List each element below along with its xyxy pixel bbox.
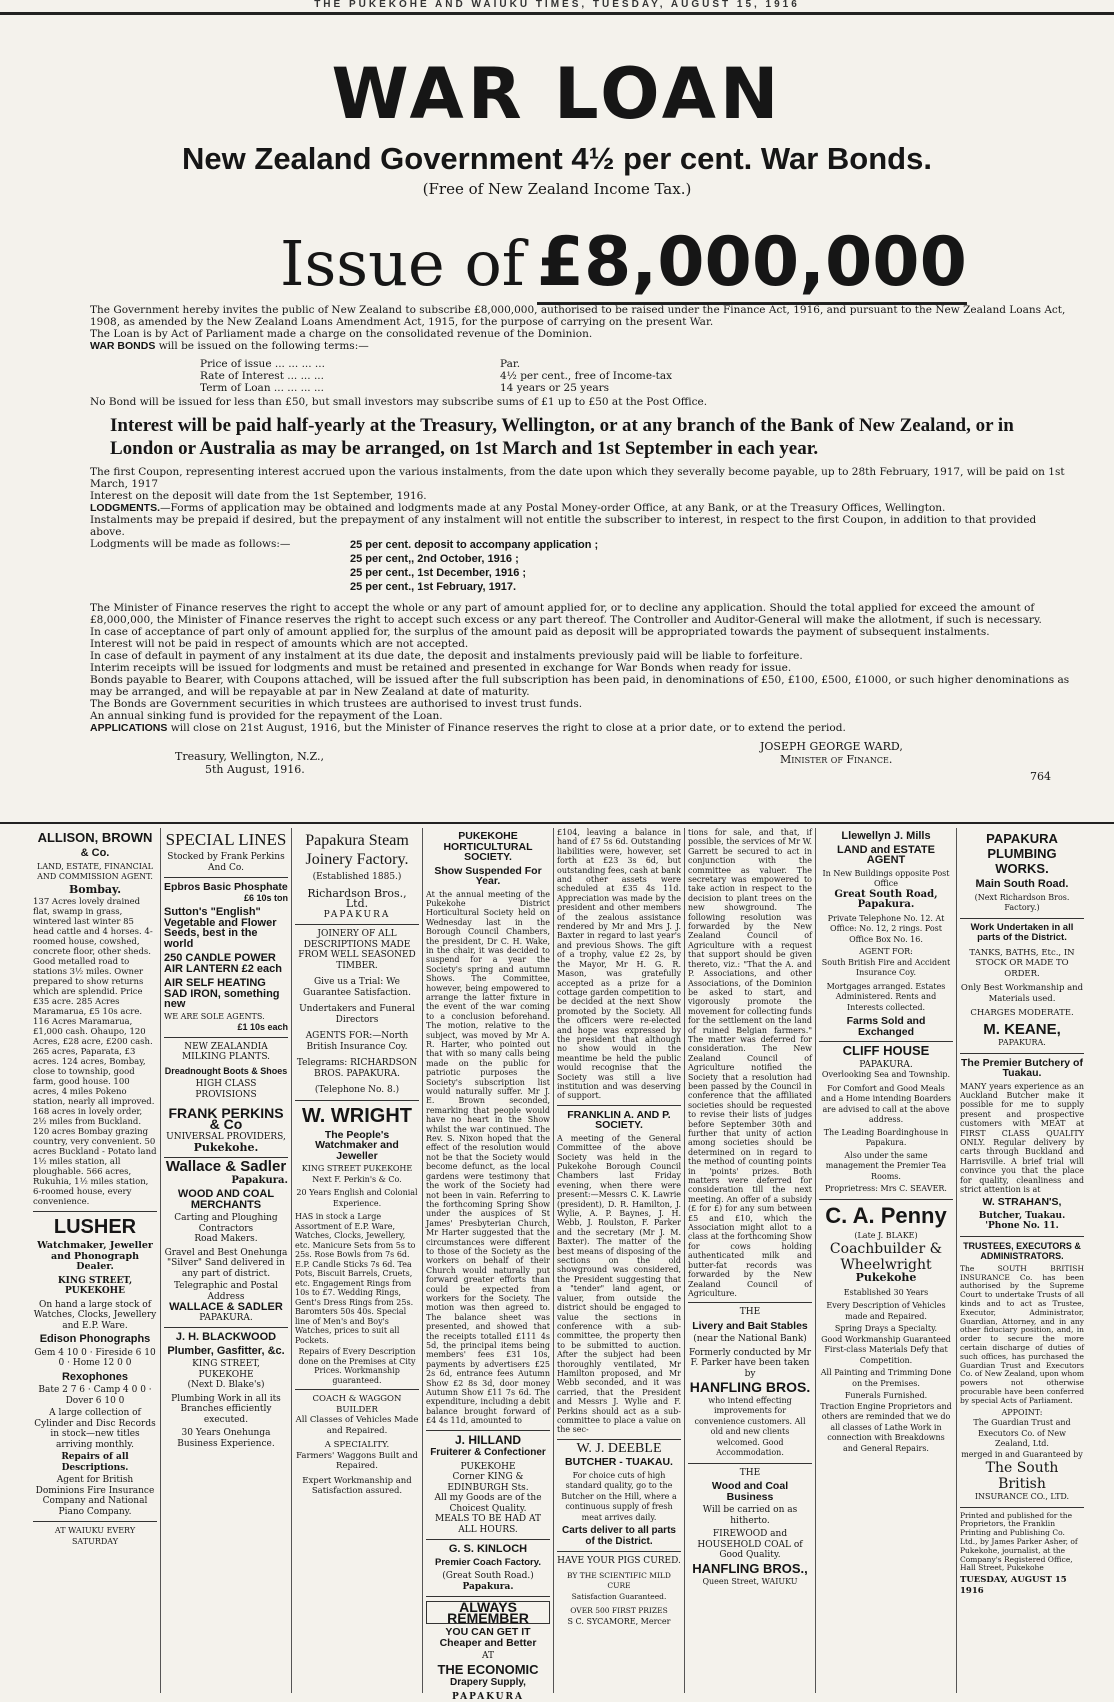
penny-text: Every Description of Vehicles made and Repaired. <box>826 1301 946 1321</box>
coupon-paragraph: The first Coupon, representing interest accrued upon the various instalments, from the date upon which they severally become payable, up to 28th February, 1917, will be paid on 1st March, 1917 <box>90 466 1065 490</box>
coach-text: A SPECIALITY. <box>324 1440 390 1450</box>
signatory: JOSEPH GEORGE WARD, <box>760 740 903 753</box>
war-bonds-rest: will be issued on the following terms:— <box>158 340 369 352</box>
stables-text: THE <box>739 1307 761 1318</box>
lusher-name: LUSHER <box>53 1216 137 1238</box>
mills-tel: Private Telephone No. 12. At Office: No. 12, 2 rings. Post Office Box No. 16. <box>827 913 945 944</box>
economic-name: THE ECONOMIC <box>437 1661 539 1677</box>
mills-name: Llewellyn J. Mills <box>841 830 931 842</box>
ws-text: Road Makers. <box>194 1234 258 1244</box>
pigs-text: S C. SYCAMORE, Mercer <box>567 1616 671 1626</box>
ad-intro <box>90 304 1070 352</box>
issue-amount: £8,000,000 <box>537 223 967 305</box>
economic-text: AT <box>481 1651 494 1662</box>
wood-text: Will be carried on as hitherto. <box>702 1505 798 1526</box>
strahan-phone: 'Phone No. 11. <box>985 1221 1059 1232</box>
pigs-text: Satisfaction Guaranteed. <box>571 1591 667 1601</box>
joinery-text: Undertakers and Funeral Directors <box>299 1004 415 1025</box>
signature-block <box>760 740 903 766</box>
economic-text: YOU CAN GET IT Cheaper and Better <box>439 1626 537 1649</box>
trustees-appoint: APPOINT: <box>1001 1407 1043 1417</box>
issue-heading <box>280 223 967 302</box>
cliff-house-text: PAPAKURA. <box>859 1059 913 1070</box>
ws-place: Papakura. <box>231 1174 288 1186</box>
treasury-place <box>175 750 324 776</box>
blackwood-text: KING STREET, PUKEKOHE <box>192 1359 260 1380</box>
ad-tax-note: (Free of New Zealand Income Tax.) <box>422 180 692 198</box>
kinloch-text: (Great South Road.) <box>442 1571 534 1582</box>
plumbing-text: CHARGES MODERATE. <box>970 1008 1074 1018</box>
perkins-desc: UNIVERSAL PROVIDERS, <box>166 1132 286 1142</box>
trustees-text: The SOUTH BRITISH INSURANCE Co. has been authorised by the Supreme Court to undertake Trusts of all kinds and to act as Trustee, Executor, Administrator, Guardian, Attorney, and in any other fiduciary position, and, in order to secure the more certain discharge of duties of such offices, has purchased the Guardian Trust and Executors Co. of New Zealand, upon whom powers not otherwise procurable have been conferred by special Acts of Parliament. <box>960 1263 1084 1405</box>
penny-text: First-class Materials Defy that Competition. <box>824 1345 948 1365</box>
date: 5th August, 1916. <box>205 763 305 776</box>
separator <box>164 1037 288 1038</box>
separator <box>164 1327 288 1328</box>
joinery-text: (Telephone No. 8.) <box>314 1085 400 1095</box>
schedule <box>350 538 598 594</box>
cliff-house-text: Proprietress: Mrs C. SEAVER. <box>825 1184 947 1193</box>
term-value: 14 years or 25 years <box>500 382 610 394</box>
wright-desc: The People's Watchmaker and Jeweller <box>315 1128 399 1162</box>
separator <box>164 877 288 878</box>
wood-heading: Wood and Coal Business <box>711 1480 789 1503</box>
ws-text: Carting and Ploughing Contractors <box>174 1213 278 1234</box>
wright-repairs: Repairs of Every Description done on the Premises at City Prices. Workmanship guaranteed. <box>298 1347 416 1385</box>
hilland-text: Corner KING & EDINBURGH Sts. <box>447 1472 529 1493</box>
hort-article-cont: £104, leaving a balance in hand of £7 5s 6d. Outstanding liabilities were, however, set forth at £23 3s 6d, but outstanding fees, cash at bank and other assets were scheduled at £35 4s 11d. Appreciation was made by the president and other members of the zealous assistance rendered by Mr and Mrs J. J. Baxter in regard to last year's and previous Shows. The gift of a trophy, value £2 2s, by the Mayor, Mr H. G. R. Mason, was gratefully accepted as a prize for a cottage garden competition to be decided at the next Show promoted by the Society. All the officers were re-elected and hope was expressed by the president that although no show would in the meantime be held the public would recognise that the Society was still a live institution and was deserving of support. <box>557 828 682 1101</box>
condition-paragraph: The Minister of Finance reserves the right to accept the whole or any part of amount applied for, or to decline any application. Should the total applied for exceed the amount of £8,000,000, the Minister of Finance reserves the right to accept such excess or any part thereof. The Controller and Auditor-General will make the allotment, if such is necessary. <box>90 602 1042 626</box>
separator <box>557 1551 681 1552</box>
deeble-name: W. J. DEEBLE <box>576 1440 662 1456</box>
phono-heading: Edison Phonographs <box>39 1333 151 1345</box>
coach-text: Expert Workmanship and Satisfaction assured. <box>302 1475 412 1496</box>
condition-paragraph: Bonds payable to Bearer, with Coupons attached, will be issued after the full subscription has been paid, in denominations of £50, £100, £500, £1000, or such higher denominations as may be arranged, and will be repayable at par in New Zealand at date of maturity. <box>90 674 1070 698</box>
pigs-heading: HAVE YOUR PIGS CURED. <box>557 1556 681 1567</box>
mills-agent-2: South British Fire and Accident Insurance Coy. <box>821 957 951 977</box>
hort-article: At the annual meeting of the Pukekohe District Horticultural Society held on Wednesday last in the Borough Council Chambers, the president, Dr C. H. Wake, in the chair, it was decided to suspend for a year the Society's spring and autumn Shows. The Committee, however, being empowered to arrange the latter fixture in the event of the war coming to a conclusion beforehand. The motion, relative to the subject, was moved by Mr A. R. Harter, who pointed out that with so many calls being made on the public for patriotic purposes the Society's subscription list would naturally suffer. Mr J. E. Brown seconded, remarking that people would have no heart in the Show whilst the war continued. The Rev. S. Nixon hoped that the effect of the resolution would not be that the Society would become defunct, as the local gardens were testimony that the work of the Society had not been in vain. Referring to the forthcoming Spring Show under the auspices of St James' Presbyterian Church, Mr Harter suggested that the circumstances were different to those of the Society as the workers on behalf of their Church would naturally put forward greater efforts than could be expected from workers for the Society. The motion was then agreed to. The balance sheet was presented, and showed that the receipts totalled £111 4s 5d, the principal items being members' fees £31 10s, payments by advertisers £25 2s 6d, entrance fees Autumn Show £2 8s 3d, door money Autumn Show £11 7s 6d. The expenditure, including a debit balance brought forward of £4 4s 11d, amounted to <box>426 889 550 1426</box>
separator <box>426 1430 550 1431</box>
franklin-article-cont: tions for sale, and that, if possible, the services of Mr W. Garrett be secured to act in conjunction with the committee as valuer. The secretary was empowered to take action in respect to the decision to plant trees on the new showground. The following resolution was forwarded by the New Zealand Council of Agriculture with a request that support should be given thereto, viz.: "That the A. and P. Associations, and other Associations, of the Dominion be asked to start, and vigorously promote the movement for collecting funds for the settlement on the land of ruined Belgian farmers." The matter was deferred for consideration. The New Zealand Council of Agriculture notified the Society that a resolution had been passed by the Council in conference that the affiliated societies should be requested to revise their lists of judges before September 30th and further that unity of action among societies should be determined on in regard to the method of counting points in 'points' prizes. Both matters were deferred for consideration till the next meeting. An offer of a subsidy (£ for £) for any sum between £5 and £10, which the Association might allot to a class at the forthcoming Show for cows holding authenticated milk and butter-fat records was forwarded by the New Zealand Council of Agriculture. <box>688 828 812 1298</box>
hilland-text: All my Goods are of the Choicest Quality. <box>434 1493 542 1514</box>
ad-title: WAR LOAN <box>331 53 783 135</box>
wood-text: FIREWOOD and HOUSEHOLD COAL of Good Quality. <box>697 1529 803 1561</box>
imprint: Printed and published for the Proprietors, the Franklin Printing and Publishing Co. Ltd., by James Parker Asher, of Pukekohe, journalist, at the Company's Registered Office, Hall Street, Pukekohe <box>960 1510 1078 1573</box>
separator <box>557 1105 681 1106</box>
listings: 137 Acres lovely drained flat, swamp in grass, wintered last winter 85 head cattle and 4 horses. 4-roomed house, cowshed, concrete floor, other sheds. Good metalled road to stations 3½ miles. Owner prepared to show returns which are splendid. Price £35 acre. 285 Acres Maramarua, £5 10s acre. 116 Acres Maramarua, £1,000 cash. Ohaupo, 120 Acres, £28 acre, £200 cash. 265 acres, Paparata, £3 acres. 124 acres, Bombay, close to township, good farm, good house. 100 acres, 4 miles Pokeno station, nearly all improved. 168 acres in lovely order, 2½ miles from Buckland. 120 acres Bombay grazing country, very convenient. 50 acres Buckland - Potato land 1½ miles station, all ploughable. 566 acres, Rukuhia, 1½ miles station, 6-roomed house, every convenience. <box>33 897 157 1207</box>
lodgments-rest: —Forms of application may be obtained and lodgments made at any Postal Money-order Office, at any Bank, or at the Treasury Offices, Wellington. <box>160 502 946 514</box>
wright-stock: HAS in stock a Large Assortment of E.P. Ware, Watches, Clocks, Jewellery, etc. Manicure Sets from 5s to 25s. Rose Bowls from 7s 6d. E.P. Candle Sticks 7s 6d. Tea Pots, Biscuit Barrels, Cruets, etc. Engagement Rings from 10s to £7. Wedding Rings, Gent's Dress Rings from 25s. Baromters 50s 40s. Special line of Men's and Boy's Watches, prices to suit all Pockets. <box>295 1212 416 1345</box>
lusher-desc: Watchmaker, Jeweller and Phonograph Dealer. <box>37 1240 153 1272</box>
penny-text: (Late J. BLAKE) <box>854 1230 918 1240</box>
deeble-text: For choice cuts of high standard quality, go to the Butcher on the Hill, where a continuous supply of fresh meat arrives daily. <box>561 1470 677 1522</box>
column-4 <box>423 828 554 1702</box>
cliff-house-text: For Comfort and Good Meals and a Home intending Boarders are advised to call at the above address. <box>821 1083 951 1124</box>
schedule-item: 25 per cent., 1st February, 1917. <box>350 581 517 593</box>
agent-note: Agent for British Dominions Fire Insurance Company and National Piano Company. <box>35 1475 155 1517</box>
imprint-date: TUESDAY, AUGUST 15 1916 <box>960 1575 1067 1596</box>
plumbing-road-2: (Next Richardson Bros. Factory.) <box>974 892 1070 912</box>
schedule-item: 25 per cent. deposit to accompany application ; <box>350 539 599 551</box>
term-row <box>200 370 800 382</box>
wood-text: Queen Street, WAIUKU <box>702 1577 798 1587</box>
hilland-text: MEALS TO BE HAD AT ALL HOURS. <box>434 1514 541 1535</box>
term-row <box>200 382 800 394</box>
ad-subtitle: New Zealand Government 4½ per cent. War Bonds. <box>182 141 932 176</box>
joinery-text: Telegrams: RICHARDSON BROS. PAPAKURA. <box>296 1058 418 1079</box>
applications-paragraph <box>90 722 1070 734</box>
firm-place: Bombay. <box>68 882 122 896</box>
line-price: £6 10s ton <box>243 892 288 903</box>
ad-ref: 764 <box>1030 770 1051 783</box>
applications-lead: APPLICATIONS <box>90 722 168 734</box>
wright-name: W. WRIGHT <box>302 1104 412 1127</box>
ws-text: Gravel and Best Onehunga "Silver" Sand delivered in any part of district. <box>164 1247 288 1279</box>
column-2 <box>161 828 292 1693</box>
blackwood-trade: Plumber, Gasfitter, &c. <box>167 1344 285 1357</box>
trustees-text: The Guardian Trust and Executors Co. of New Zealand, Ltd. <box>973 1418 1071 1449</box>
firm-name-2: & Co. <box>80 847 110 859</box>
south-british-name: The South British <box>985 1460 1059 1493</box>
term-label: Rate of Interest ... ... ... <box>200 370 324 382</box>
separator <box>819 1199 953 1200</box>
perkins-name: FRANK PERKINS & Co <box>168 1105 284 1132</box>
franklin-article: A meeting of the General Committee of the above Society was held in the Pukekohe Borough Council Chambers last Friday evening, when there were present:—Messrs C. K. Lawrie (president), D. R. Hamilton, J. Wylie, A. P. Baynes, J. H. Webb, J. Roulston, F. Parker and the secretary (Mr J. M. Baxter). The matter of the best means of disposing of the sections on the old showground was considered, the President suggesting that a "tender" land agent, or valuer, from outside the district should be engaged to value the sections in conference with a sub-committee, the property then to be submitted to auction. After the subject had been thoroughly ventilated, Mr Hamilton proposed, and Mr Webb seconded, and it was carried, that the President and Messrs J. Wylie and F. Perkins should act as a sub-committee to place a value on the sec- <box>557 1133 681 1435</box>
plumbing-text: TANKS, BATHS, Etc., IN STOCK OR MADE TO ORDER. <box>969 947 1075 979</box>
trustees-text: merged in and Guaranteed by <box>961 1449 1083 1459</box>
wright-text: Next F. Perkin's & Co. <box>312 1174 402 1184</box>
lusher-stock: On hand a large stock of Watches, Clocks, Jewellery and E.P. Ware. <box>33 1299 157 1331</box>
cliff-house-text: The Leading Boardinghouse in Papakura. <box>823 1127 949 1147</box>
condition-paragraph: In case of acceptance of part only of amount applied for, the surplus of the amount paid as deposit will be appropriated towards the payment of subsequent instalments. <box>90 626 990 638</box>
term-label: Term of Loan ... ... ... ... <box>200 382 324 394</box>
divider <box>0 822 1114 824</box>
column-3 <box>292 828 423 1693</box>
term-row <box>200 358 800 370</box>
issue-word: Issue of <box>280 227 525 300</box>
rexo-heading: Rexophones <box>61 1370 128 1383</box>
penny-text: Funerals Furnished. <box>844 1391 928 1400</box>
column-7 <box>816 828 957 1693</box>
lodgments-follow: Lodgments will be made as follows:— <box>90 538 291 550</box>
intro-paragraph: The Government hereby invites the public of New Zealand to subscribe £8,000,000, authorised to be raised under the Finance Act, 1916, and pursuant to the New Zealand Loans Act, 1908, as amended by the New Zealand Loans Amendment Act, 1915, for the purpose of carrying on the present War. <box>90 304 1066 328</box>
farms-sold: Farms Sold and Exchanged <box>846 1015 926 1038</box>
separator <box>33 1521 157 1522</box>
deposit-paragraph: Interest on the deposit will date from the 1st September, 1916. <box>90 490 427 502</box>
joinery-text: JOINERY OF ALL DESCRIPTIONS MADE FROM WELL SEASONED TIMBER. <box>298 929 416 971</box>
condition-paragraph: An annual sinking fund is provided for the repayment of the Loan. <box>90 710 443 722</box>
separator <box>960 1053 1084 1054</box>
joinery-est: (Established 1885.) <box>312 872 402 882</box>
hanfling-name: HANFLING BROS., <box>692 1560 808 1576</box>
line-item: Dreadnought Boots & Shoes <box>164 1065 288 1076</box>
mills-address: In New Buildings opposite Post Office <box>822 868 950 888</box>
plumbing-text: Only Best Workmanship and Materials used. <box>960 983 1084 1004</box>
repairs-note: Repairs of all Descriptions. <box>61 1452 129 1473</box>
condition-paragraph: Interest will not be paid in respect of amounts which are not accepted. <box>90 638 469 650</box>
schedule-item: 25 per cent,, 2nd October, 1916 ; <box>350 553 519 565</box>
column-5 <box>554 828 685 1693</box>
hanfling-name: HANFLING BROS. <box>689 1379 811 1396</box>
separator <box>557 1439 681 1440</box>
economic-place: PAPAKURA <box>451 1691 524 1702</box>
min-bond: No Bond will be issued for less than £50, but small investors may subscribe sums of £1 up to £50 at the Post Office. <box>90 396 708 408</box>
pigs-text: OVER 500 FIRST PRIZES <box>570 1606 668 1616</box>
war-bonds-line <box>90 340 1070 352</box>
condition-paragraph: Interim receipts will be issued for lodgments and must be retained and presented in exchange for War Bonds when ready for issue. <box>90 662 792 674</box>
penny-trade: Coachbuilder & Wheelwright <box>829 1241 943 1273</box>
separator <box>688 1463 812 1464</box>
joinery-firm: Richardson Bros., Ltd. <box>307 886 407 910</box>
firm-desc: LAND, ESTATE, FINANCIAL AND COMMISSION AGENT. <box>37 861 153 881</box>
stables-heading: Livery and Bait Stables <box>692 1319 808 1332</box>
wallace-sadler: Wallace & Sadler <box>165 1158 287 1175</box>
term-value: 4½ per cent., free of Income-tax <box>500 370 673 382</box>
keane-place: PAPAKURA. <box>998 1038 1046 1047</box>
deeble-trade: BUTCHER - TUAKAU. <box>565 1456 673 1469</box>
column-6 <box>685 828 816 1693</box>
separator <box>960 918 1084 919</box>
schedule-item: 25 per cent., 1st December, 1916 ; <box>350 567 527 579</box>
mills-mortgages: Mortgages arranged. Estates Administered. Rents and Interests collected. <box>826 981 946 1012</box>
line-price: £1 10s each <box>237 1022 288 1032</box>
penny-place: Pukekohe <box>855 1271 917 1284</box>
signatory-title: Minister of Finance. <box>780 753 893 766</box>
penny-text: Traction Engine Proprietors and others are reminded that we do all classes of Lathe Work in connection with Breakdowns and General Repairs. <box>820 1401 952 1453</box>
ws-trade: WOOD AND COAL MERCHANTS <box>177 1188 275 1211</box>
separator <box>295 1100 419 1101</box>
separator <box>426 1539 550 1540</box>
wright-text: KING STREET PUKEKOHE <box>301 1164 413 1173</box>
ws-text: Telegraphic and Postal Address <box>174 1281 278 1302</box>
war-bonds-lead: WAR BONDS <box>90 340 156 352</box>
deeble-carts: Carts deliver to all parts of the District. <box>562 1525 676 1547</box>
mills-road: Great South Road, Papakura. <box>834 888 938 910</box>
sole-agents: WE ARE SOLE AGENTS. <box>164 1011 265 1021</box>
phono-items: Gem 4 10 0 · Fireside 6 10 0 · Home 12 0 0 <box>34 1347 156 1368</box>
mills-agent: AGENT FOR: <box>859 947 913 956</box>
coach-text: All Classes of Vehicles Made and Repaired. <box>295 1415 419 1436</box>
waiuku-footer: AT WAIUKU EVERY SATURDAY <box>54 1526 136 1546</box>
plumbing-heading: PAPAKURA PLUMBING WORKS. <box>986 831 1058 876</box>
condition-paragraph: In case of default in payment of any instalment at its due date, the deposit and instalments previously paid will be liable to forfeiture. <box>90 650 803 662</box>
special-lines-sub: Stocked by Frank Perkins And Co. <box>167 852 285 873</box>
line-item: AIR SELF HEATING SAD IRON, something new <box>164 977 280 1010</box>
intro-paragraph: The Loan is by Act of Parliament made a charge on the consolidated revenue of the Dominion. <box>90 328 593 340</box>
masthead: THE PUKEKOHE AND WAIUKU TIMES, TUESDAY, AUGUST 15, 1916 <box>0 0 1114 15</box>
interest-notice: Interest will be paid half-yearly at the Treasury, Wellington, or at any branch of the Bank of New Zealand, or in London or Australia as may be arranged, on 1st March and 1st September in each year. <box>110 415 1014 459</box>
cliff-house-text: Also under the same management the Premier Tea Rooms. <box>825 1150 947 1181</box>
kinloch-text: Papakura. <box>462 1581 514 1592</box>
hilland-text: PUKEKOHE <box>460 1461 516 1472</box>
keane-name: M. KEANE, <box>983 1020 1061 1038</box>
kinloch-desc: Premier Coach Factory. <box>435 1556 541 1568</box>
economic-heading: ALWAYS REMEMBER <box>426 1601 550 1624</box>
penny-text: Established 30 Years <box>843 1287 929 1297</box>
stables-text: Formerly conducted by Mr F. Parker have been taken by <box>688 1347 812 1379</box>
blackwood-name: J. H. BLACKWOOD <box>175 1331 277 1343</box>
separator <box>295 924 419 925</box>
plumbing-road: Main South Road. <box>975 878 1069 890</box>
joinery-text: Give us a Trial: We Guarantee Satisfaction. <box>303 977 411 998</box>
line-item: NEW ZEALANDIA MILKING PLANTS. <box>181 1041 271 1062</box>
economic-text: Drapery Supply, <box>450 1677 526 1689</box>
perkins-place: Pukekohe. <box>193 1140 259 1154</box>
column-8 <box>957 828 1087 1693</box>
stables-text: who intend effecting improvements for convenience customers. All old and new clients welcomed. Good Accommodation. <box>694 1395 806 1458</box>
rexo-items: Bate 2 7 6 · Camp 4 0 0 · Dover 6 10 0 <box>38 1385 152 1406</box>
butchery-text: MANY years experience as an Auckland Butcher make it possible for me to supply present and prospective customers with MEAT at FIRST CLASS QUALITY ONLY. Regular delivery by carts through Buckland and Harrisville. A brief trial will convince you that the place for quality, cleanliness and strict attention is at <box>960 1081 1084 1194</box>
separator <box>688 1302 812 1303</box>
separator <box>33 1211 157 1212</box>
penny-text: All Painting and Trimming Done on the Premises. <box>820 1368 952 1388</box>
instalments-paragraph: Instalments may be prepaid if desired, but the prepayment of any instalment will not entitle the subscriber to interest, in respect to the first Coupon, in addition to that provided above. <box>90 514 1037 538</box>
coach-text: Farmers' Waggons Built and Repaired. <box>296 1450 418 1471</box>
condition-paragraph: The Bonds are Government securities in which trustees are authorised to invest trust funds. <box>90 698 583 710</box>
butchery-heading: The Premier Butchery of Tuakau. <box>961 1056 1083 1079</box>
wright-text: 20 Years English and Colonial Experience. <box>296 1188 418 1208</box>
franklin-heading: FRANKLIN A. AND P. SOCIETY. <box>567 1108 671 1132</box>
joinery-text: AGENTS FOR:—North British Insurance Coy. <box>305 1031 409 1052</box>
special-lines-heading: SPECIAL LINES <box>165 830 287 849</box>
trustees-heading: TRUSTEES, EXECUTORS & ADMINISTRATORS. <box>963 1240 1081 1262</box>
place: Treasury, Wellington, N.Z., <box>175 750 324 763</box>
applications-rest: will close on 21st August, 1916, but the Minister of Finance reserves the right to close at a prior date, or to extend the period. <box>170 722 846 734</box>
hort-subheading: Show Suspended For Year. <box>434 864 542 887</box>
wood-text: THE <box>739 1467 761 1478</box>
records-note: A large collection of Cylinder and Disc Records in stock—new titles arriving monthly. <box>34 1408 156 1450</box>
penny-name: C. A. Penny <box>825 1202 947 1228</box>
separator <box>426 1596 550 1597</box>
line-item: Epbros Basic Phosphate <box>164 881 288 893</box>
term-label: Price of issue ... ... ... ... <box>200 358 325 370</box>
plumbing-text: Work Undertaken in all parts of the District. <box>970 921 1074 943</box>
coach-heading: COACH & WAGGON BUILDER <box>312 1394 402 1415</box>
lusher-address: KING STREET, PUKEKOHE <box>57 1275 133 1296</box>
term-value: Par. <box>500 358 521 370</box>
separator <box>295 1389 419 1390</box>
hort-heading: PUKEKOHE HORTICULTURAL SOCIETY. <box>443 830 533 863</box>
cliff-house-name: CLIFF HOUSE <box>842 1043 930 1058</box>
penny-text: Good Workmanship Guaranteed <box>821 1334 951 1344</box>
line-item: HIGH CLASS PROVISIONS <box>195 1079 257 1100</box>
blackwood-text: Plumbing Work in all its Branches efficiently executed. <box>171 1393 281 1425</box>
ad-conditions <box>90 602 1070 734</box>
line-item: Sutton's "English" Vegetable and Flower Seeds, best in the world <box>164 906 277 950</box>
terms-table <box>200 358 800 394</box>
hilland-desc: Fruiterer & Confectioner <box>430 1447 546 1459</box>
kinloch-name: G. S. KINLOCH <box>448 1543 528 1556</box>
cliff-house-text: Overlooking Sea and Township. <box>821 1070 951 1079</box>
lodgments-lead: LODGMENTS. <box>90 502 160 514</box>
pigs-text: BY THE SCIENTIFIC MILD CURE <box>567 1570 671 1591</box>
strahan-trade: Butcher, Tuakau. <box>978 1210 1066 1221</box>
penny-text: Spring Drays a Specialty. <box>834 1324 938 1333</box>
blackwood-text: 30 Years Onehunga Business Experience. <box>177 1428 275 1449</box>
south-british-sub: INSURANCE CO., LTD. <box>974 1492 1070 1502</box>
line-item: 250 CANDLE POWER AIR LANTERN £2 each <box>164 952 282 975</box>
joinery-heading: Papakura Steam Joinery Factory. <box>305 832 409 868</box>
lodgments-paragraph <box>90 502 1070 514</box>
separator <box>960 1236 1084 1237</box>
hilland-name: J. HILLAND <box>455 1432 521 1447</box>
column-1 <box>30 828 161 1693</box>
stables-text: (near the National Bank) <box>693 1334 807 1345</box>
mills-trade: LAND and ESTATE AGENT <box>837 843 935 866</box>
separator <box>960 1507 1084 1508</box>
blackwood-text: (Next D. Blake's) <box>187 1380 265 1390</box>
ws-text: WALLACE & SADLER <box>169 1301 283 1313</box>
separator <box>819 1041 953 1042</box>
strahan-name: W. STRAHAN'S, <box>982 1196 1062 1209</box>
firm-name: ALLISON, BROWN <box>37 830 153 845</box>
joinery-place: PAPAKURA <box>323 909 391 920</box>
ws-text: PAPAKURA. <box>199 1312 253 1323</box>
